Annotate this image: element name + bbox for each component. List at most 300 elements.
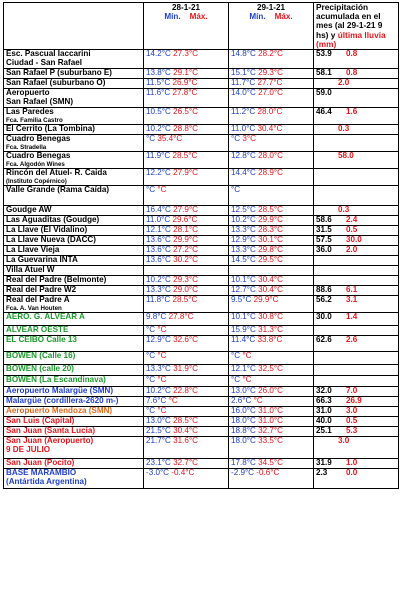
station-sub: Fca. Familia Castro [6, 116, 63, 124]
precip-last: 3.0 [346, 406, 358, 416]
station-name: EL CEIBO Calle 13 [6, 335, 77, 345]
station-name: BASE MARAMBIO [6, 468, 77, 478]
day1-max: 32.6°C [173, 335, 198, 345]
station-cell [4, 246, 144, 256]
station-name-line2: 9 DE JULIO [6, 444, 51, 454]
station-sub: Fca. Algodón Wines [6, 160, 65, 168]
day2-min: 13.0°C [231, 386, 256, 396]
precip-last: 0.3 [338, 205, 350, 215]
station-name: La Llave Vieja [6, 245, 60, 255]
precip-cell [314, 256, 399, 266]
station-name: Rincón del Atuel- R. Caida [6, 168, 107, 178]
day1-max: 28.5°C [172, 295, 198, 305]
day1-min: °C [146, 185, 156, 195]
weather-table [3, 2, 399, 489]
station-cell [4, 407, 144, 417]
header-precip-text: Precipitación acumulada en el mes (al 29-1-21 9 hs) y [316, 2, 383, 40]
day1-temps-cell [144, 226, 229, 236]
station-name: San Juan (Santa Lucia) [6, 426, 96, 436]
day1-max: 26.5°C [173, 107, 198, 117]
precip-accumulated: 46.4 [316, 107, 332, 117]
day1-min: 10.5°C [146, 107, 171, 117]
precip-cell [314, 296, 399, 313]
day1-temps-cell [144, 169, 229, 186]
day1-min: 11.6°C [146, 88, 171, 98]
day1-min: °C [146, 351, 156, 361]
station-cell [4, 417, 144, 427]
day1-min: 10.2°C [146, 124, 171, 134]
day1-max: 28.5°C [173, 416, 198, 426]
day2-temps-cell [229, 286, 314, 296]
day1-temps-cell [144, 125, 229, 135]
day1-max: 28.8°C [173, 124, 198, 134]
day1-max: 27.3°C [173, 49, 198, 59]
day1-min: 13.3°C [146, 285, 171, 295]
precip-last: 1.4 [346, 312, 358, 322]
day2-temps-cell [229, 276, 314, 286]
station-name: Cuadro Benegas [6, 151, 71, 161]
table-row [4, 216, 399, 226]
station-cell [4, 352, 144, 365]
table-row [4, 226, 399, 236]
day2-max: 27.7°C [257, 78, 283, 88]
header-date1-max-label: Máx. [189, 12, 208, 21]
day1-max: °C [157, 185, 167, 195]
station-sub: (Instituto Copérnico) [6, 177, 67, 185]
precip-accumulated: 36.0 [316, 245, 332, 255]
day1-temps-cell [144, 469, 229, 489]
day1-temps-cell [144, 326, 229, 336]
day2-min: 2.6°C [231, 396, 252, 406]
precip-cell [314, 352, 399, 365]
station-name: BOWEN (Calle 16) [6, 351, 76, 361]
precip-cell [314, 286, 399, 296]
day1-max: 28.5°C [172, 151, 198, 161]
day1-temps-cell [144, 286, 229, 296]
day2-max: 32.7°C [258, 426, 283, 436]
precip-cell [314, 206, 399, 216]
station-cell [4, 437, 144, 459]
day1-max: 22.8°C [173, 386, 198, 396]
day2-min: 15.1°C [231, 68, 256, 78]
station-cell [4, 69, 144, 79]
precip-accumulated: 30.0 [316, 312, 332, 322]
day1-temps-cell [144, 135, 229, 152]
table-row [4, 276, 399, 286]
day1-min: °C [146, 406, 156, 416]
day2-max: °C [253, 396, 263, 406]
day1-max: 27.2°C [173, 245, 198, 255]
station-name: Real del Padre A [6, 295, 70, 305]
day1-max: °C [168, 396, 178, 406]
station-name: Cuadro Benegas [6, 134, 71, 144]
day2-temps-cell [229, 376, 314, 387]
table-row [4, 50, 399, 69]
day1-temps-cell [144, 417, 229, 427]
header-date1: 28-1-21 [172, 3, 200, 12]
day2-min: °C [231, 351, 241, 361]
day2-max: 30.4°C [258, 285, 283, 295]
day2-max: 3°C [242, 134, 256, 144]
precip-last: 58.0 [338, 151, 354, 161]
precip-cell [314, 79, 399, 89]
day1-min: 13.6°C [146, 235, 171, 245]
table-row [4, 427, 399, 437]
day1-temps-cell [144, 186, 229, 206]
station-name: Las Paredes [6, 107, 54, 117]
precip-last: 2.4 [346, 215, 358, 225]
day2-min: °C [231, 134, 241, 144]
precip-cell [314, 459, 399, 469]
day1-temps-cell [144, 206, 229, 216]
day2-max: 28.0°C [258, 151, 283, 161]
table-row [4, 397, 399, 407]
station-name: San Juan (Aeropuerto) [6, 436, 94, 446]
precip-cell [314, 266, 399, 276]
precip-cell [314, 152, 399, 169]
station-name: BOWEN (La Escandinava) [6, 375, 106, 385]
precip-cell [314, 276, 399, 286]
station-name: Real del Padre (Belmonte) [6, 275, 107, 285]
report-container [3, 2, 399, 489]
day2-max: °C [242, 351, 252, 361]
precip-last: 0.0 [346, 468, 358, 478]
precip-cell [314, 89, 399, 108]
day2-temps-cell [229, 326, 314, 336]
station-name: San Juan (Pocito) [6, 458, 75, 468]
precip-last: 0.5 [346, 416, 358, 426]
precip-accumulated: 25.1 [316, 426, 332, 436]
day2-min: 12.7°C [231, 285, 256, 295]
table-row [4, 286, 399, 296]
day2-min: 14.4°C [231, 168, 256, 178]
precip-cell [314, 186, 399, 206]
table-row [4, 169, 399, 186]
day1-temps-cell [144, 376, 229, 387]
day1-min: 12.2°C [146, 168, 171, 178]
precip-accumulated: 59.0 [316, 88, 332, 98]
day1-temps-cell [144, 246, 229, 256]
precip-last: 3.0 [338, 436, 350, 446]
day2-temps-cell [229, 236, 314, 246]
day1-temps-cell [144, 276, 229, 286]
day2-temps-cell [229, 256, 314, 266]
header-date1-cell [144, 3, 229, 50]
day1-temps-cell [144, 459, 229, 469]
day2-max: -0.6°C [256, 468, 280, 478]
precip-cell [314, 417, 399, 427]
day2-max: 32.5°C [258, 364, 283, 374]
day2-max: 31.0°C [258, 416, 283, 426]
station-cell [4, 79, 144, 89]
table-row [4, 387, 399, 397]
station-cell [4, 336, 144, 352]
day1-min: 11.5°C [146, 78, 171, 88]
station-name: La Llave (El Vidalino) [6, 225, 88, 235]
precip-cell [314, 336, 399, 352]
day1-max: 27.8°C [168, 312, 194, 322]
table-row [4, 336, 399, 352]
day1-max: 27.9°C [173, 205, 198, 215]
precip-accumulated: 40.0 [316, 416, 332, 426]
precip-last: 0.3 [338, 124, 350, 134]
table-row [4, 108, 399, 125]
table-row [4, 437, 399, 459]
precip-cell [314, 387, 399, 397]
day2-temps-cell [229, 365, 314, 376]
station-name: San Luis (Capital) [6, 416, 75, 426]
precip-cell [314, 50, 399, 69]
day2-min: 12.5°C [231, 205, 256, 215]
day2-max: 30.8°C [258, 312, 283, 322]
day1-max: 31.9°C [173, 364, 198, 374]
precip-cell [314, 427, 399, 437]
day2-min: 11.7°C [231, 78, 256, 88]
day1-temps-cell [144, 79, 229, 89]
table-row [4, 125, 399, 135]
station-name: ALVEAR OESTE [6, 325, 69, 335]
table-row [4, 89, 399, 108]
precip-last: 26.9 [346, 396, 362, 406]
table-row [4, 69, 399, 79]
day1-max: 28.1°C [173, 225, 198, 235]
precip-accumulated: 31.9 [316, 458, 332, 468]
day1-temps-cell [144, 266, 229, 276]
day1-min: 14.2°C [146, 49, 171, 59]
station-cell [4, 387, 144, 397]
day1-min: 11.8°C [146, 295, 171, 305]
day2-temps-cell [229, 417, 314, 427]
day1-max: °C [157, 325, 167, 335]
day1-min: 11.0°C [146, 215, 171, 225]
station-name: Aeropuerto Mendoza (SMN) [6, 406, 113, 416]
day2-temps-cell [229, 206, 314, 216]
day1-min: 13.6°C [146, 255, 171, 265]
station-sub: Fca. A. Van Houten [6, 304, 62, 312]
day2-temps-cell [229, 469, 314, 489]
precip-last: 2.0 [346, 245, 358, 255]
day1-min: 13.8°C [146, 68, 171, 78]
precip-cell [314, 226, 399, 236]
station-name: AERO. G. ALVEAR A [6, 312, 85, 322]
precip-last: 3.1 [346, 295, 358, 305]
table-header-row [4, 3, 399, 50]
header-date2-min-label: Mín. [249, 12, 266, 21]
precip-last: 1.6 [346, 107, 358, 117]
precip-accumulated: 58.6 [316, 215, 332, 225]
station-cell [4, 427, 144, 437]
precip-accumulated: 2.3 [316, 468, 328, 478]
precip-cell [314, 326, 399, 336]
day2-min: 14.0°C [231, 88, 256, 98]
precip-last: 6.1 [346, 285, 358, 295]
day2-min: 11.2°C [231, 107, 256, 117]
day2-min: -2.9°C [231, 468, 255, 478]
station-name: La Guevarina INTA [6, 255, 78, 265]
station-cell [4, 376, 144, 387]
station-cell [4, 236, 144, 246]
day2-min: 18.0°C [231, 436, 256, 446]
day1-min: °C [146, 134, 156, 144]
day1-max: 26.9°C [172, 78, 198, 88]
station-name-line2: San Rafael (SMN) [6, 96, 74, 106]
table-row [4, 417, 399, 427]
day1-min: 23.1°C [146, 458, 171, 468]
day2-temps-cell [229, 226, 314, 236]
station-cell [4, 459, 144, 469]
precip-last: 0.5 [346, 225, 358, 235]
precip-cell [314, 376, 399, 387]
precip-cell [314, 125, 399, 135]
table-row [4, 236, 399, 246]
day2-max: 26.0°C [258, 386, 283, 396]
station-cell [4, 50, 144, 69]
precip-accumulated: 53.9 [316, 49, 332, 59]
day1-temps-cell [144, 89, 229, 108]
station-cell [4, 276, 144, 286]
station-name: Valle Grande (Rama Caída) [6, 185, 110, 195]
precip-cell [314, 313, 399, 326]
day2-max: 28.3°C [258, 225, 283, 235]
station-cell [4, 397, 144, 407]
day1-max: 27.9°C [173, 168, 198, 178]
station-name: Aeropuerto [6, 88, 50, 98]
day2-min: 16.0°C [231, 406, 256, 416]
header-date2: 29-1-21 [257, 3, 285, 12]
day2-max: 30.4°C [257, 124, 283, 134]
day2-temps-cell [229, 427, 314, 437]
day2-max: 33.8°C [257, 335, 283, 345]
station-name: Aeropuerto Malargüe (SMN) [6, 386, 114, 396]
station-name: Goudge AW [6, 205, 52, 215]
day2-min: 14.8°C [231, 49, 256, 59]
precip-last: 0.8 [346, 68, 358, 78]
day1-min: 10.2°C [146, 386, 171, 396]
station-sub: Fca. Stradella [6, 143, 47, 151]
day1-temps-cell [144, 336, 229, 352]
table-row [4, 135, 399, 152]
day1-max: 29.3°C [173, 275, 198, 285]
day2-temps-cell [229, 216, 314, 226]
day2-min: 12.9°C [231, 235, 256, 245]
day2-temps-cell [229, 246, 314, 256]
day2-temps-cell [229, 266, 314, 276]
precip-last: 1.0 [346, 458, 358, 468]
day1-min: 9.8°C [146, 312, 167, 322]
station-cell [4, 286, 144, 296]
station-cell [4, 296, 144, 313]
precip-accumulated: 58.1 [316, 68, 332, 78]
day2-min: 10.1°C [231, 275, 256, 285]
table-row [4, 352, 399, 365]
station-name: San Rafael P (suburbano E) [6, 68, 112, 78]
station-cell [4, 152, 144, 169]
table-row [4, 186, 399, 206]
day2-temps-cell [229, 108, 314, 125]
table-row [4, 459, 399, 469]
station-name: El Cerrito (La Tombina) [6, 124, 95, 134]
table-row [4, 313, 399, 326]
day2-temps-cell [229, 50, 314, 69]
day1-temps-cell [144, 437, 229, 459]
day1-max: °C [157, 406, 167, 416]
station-name: San Rafael (suburbano O) [6, 78, 106, 88]
station-name: La Llave Nueva (DACC) [6, 235, 96, 245]
day1-temps-cell [144, 296, 229, 313]
station-name-line2: Ciudad - San Rafael [6, 57, 83, 67]
day2-min: 18.0°C [231, 416, 256, 426]
day2-min: 13.3°C [231, 245, 256, 255]
day2-temps-cell [229, 296, 314, 313]
station-cell [4, 469, 144, 489]
precip-last: 2.0 [338, 78, 350, 88]
day2-max: 34.5°C [258, 458, 283, 468]
day1-temps-cell [144, 50, 229, 69]
day2-max: 28.9°C [258, 168, 283, 178]
day1-temps-cell [144, 387, 229, 397]
station-cell [4, 365, 144, 376]
table-row [4, 206, 399, 216]
day1-temps-cell [144, 69, 229, 79]
table-row [4, 256, 399, 266]
day1-min: °C [146, 325, 156, 335]
day1-temps-cell [144, 152, 229, 169]
day1-min: 13.0°C [146, 416, 171, 426]
day1-temps-cell [144, 397, 229, 407]
day2-max: 29.5°C [258, 255, 283, 265]
day1-max: -0.4°C [171, 468, 195, 478]
day2-min: 10.1°C [231, 312, 256, 322]
day2-max: 29.8°C [258, 245, 283, 255]
day1-max: 29.1°C [173, 68, 198, 78]
precip-cell [314, 216, 399, 226]
day2-min: 9.5°C [231, 295, 252, 305]
table-row [4, 79, 399, 89]
table-row [4, 469, 399, 489]
day1-temps-cell [144, 352, 229, 365]
precip-accumulated: 88.6 [316, 285, 332, 295]
precip-cell [314, 135, 399, 152]
day2-temps-cell [229, 79, 314, 89]
day1-max: 30.4°C [173, 426, 198, 436]
station-cell [4, 256, 144, 266]
station-cell [4, 226, 144, 236]
table-row [4, 365, 399, 376]
precip-cell [314, 69, 399, 79]
day2-min: 13.3°C [231, 225, 256, 235]
precip-last: 2.6 [346, 335, 358, 345]
day1-max: 30.2°C [173, 255, 198, 265]
day2-min: 11.0°C [231, 124, 256, 134]
header-date2-max-label: Máx. [274, 12, 293, 21]
station-name: Real del Padre W2 [6, 285, 77, 295]
header-date2-cell [229, 3, 314, 50]
day2-max: 29.9°C [258, 215, 283, 225]
header-date1-min-label: Mín. [164, 12, 181, 21]
precip-cell [314, 437, 399, 459]
day2-temps-cell [229, 397, 314, 407]
day1-temps-cell [144, 407, 229, 417]
day1-max: 31.6°C [173, 436, 198, 446]
day2-min: °C [231, 185, 241, 195]
precip-last: 30.0 [346, 235, 362, 245]
table-row [4, 152, 399, 169]
station-name: Villa Atuel W [6, 265, 55, 275]
precip-last: 0.8 [346, 49, 358, 59]
day1-temps-cell [144, 256, 229, 266]
day2-max: 31.0°C [258, 406, 283, 416]
day1-temps-cell [144, 365, 229, 376]
